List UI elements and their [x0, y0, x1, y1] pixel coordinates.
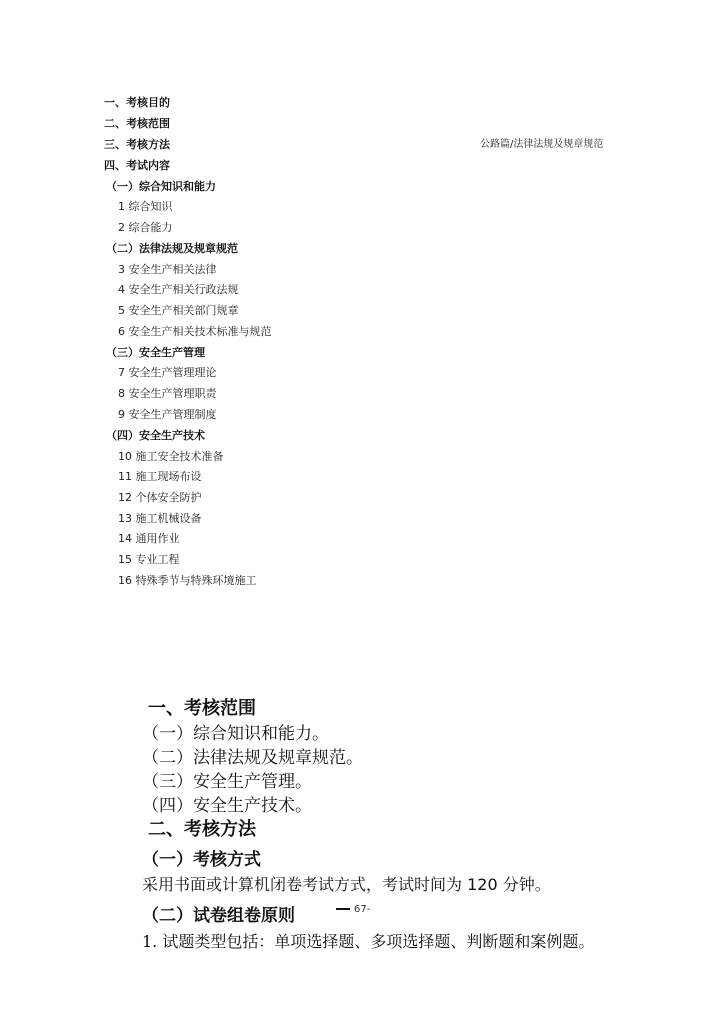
outline-section-1: 一、考核目的 — [104, 96, 170, 109]
outline-item-2: 2 综合能力 — [118, 221, 173, 234]
outline-item-8: 8 安全生产管理职责 — [118, 387, 217, 400]
body-line-4: （四）安全生产技术。 — [142, 796, 312, 816]
outline-item-5: 5 安全生产相关部门规章 — [118, 304, 239, 317]
body-subheading-2: （二）试卷组卷原则 — [142, 906, 295, 926]
outline-item-15: 15 专业工程 — [118, 553, 180, 566]
outline-section-4: 四、考试内容 — [104, 159, 170, 172]
body-subheading-1: （一）考核方式 — [142, 850, 261, 870]
outline-item-11: 11 施工现场布设 — [118, 470, 202, 483]
body-heading-2: 二、考核方法 — [148, 819, 256, 840]
outline-group-3: （三）安全生产管理 — [106, 346, 205, 359]
body-heading-1: 一、考核范围 — [148, 698, 256, 719]
outline-item-13: 13 施工机械设备 — [118, 512, 202, 525]
outline-item-9: 9 安全生产管理制度 — [118, 408, 217, 421]
outline-item-14: 14 通用作业 — [118, 532, 180, 545]
body-paragraph-2: 1. 试题类型包括：单项选择题、多项选择题、判断题和案例题。 — [142, 932, 595, 951]
outline-group-2: （二）法律法规及规章规范 — [106, 242, 238, 255]
body-line-3: （三）安全生产管理。 — [142, 772, 312, 792]
outline-item-4: 4 安全生产相关行政法规 — [118, 283, 239, 296]
outline-group-4: （四）安全生产技术 — [106, 429, 205, 442]
outline-item-6: 6 安全生产相关技术标准与规范 — [118, 325, 272, 338]
outline-item-16: 16 特殊季节与特殊环境施工 — [118, 574, 257, 587]
body-line-2: （二）法律法规及规章规范。 — [142, 748, 363, 768]
page-number-dash — [336, 908, 350, 910]
outline-section-3: 三、考核方法 — [104, 138, 170, 151]
body-paragraph-1: 采用书面或计算机闭卷考试方式，考试时间为 120 分钟。 — [142, 875, 551, 894]
outline-section-2: 二、考核范围 — [104, 117, 170, 130]
outline-item-3: 3 安全生产相关法律 — [118, 263, 217, 276]
page-number-text: 67- — [354, 904, 371, 915]
outline-item-12: 12 个体安全防护 — [118, 491, 202, 504]
body-line-1: （一）综合知识和能力。 — [142, 724, 329, 744]
page-number — [336, 904, 370, 915]
outline-item-7: 7 安全生产管理理论 — [118, 366, 217, 379]
outline-item-10: 10 施工安全技术准备 — [118, 450, 224, 463]
outline-item-1: 1 综合知识 — [118, 200, 173, 213]
header-note: 公路篇/法律法规及规章规范 — [480, 139, 604, 150]
outline-group-1: （一）综合知识和能力 — [106, 180, 216, 193]
